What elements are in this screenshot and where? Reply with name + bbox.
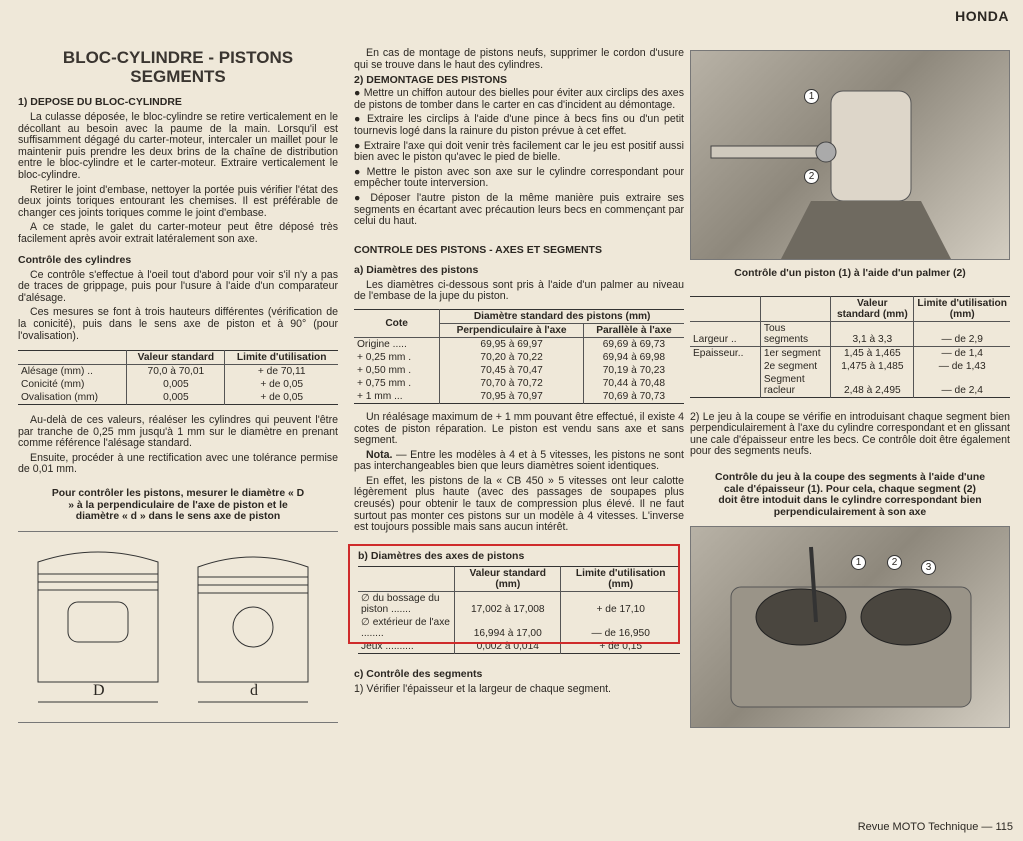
- subsection-heading: c) Contrôle des segments: [354, 667, 483, 680]
- paragraph: En effet, les pistons de la « CB 450 » 5 vitesses ont leur calotte légèrement plus haute (avec des passages de soupapes plus creusés) pour obtenir le taux de compression plus élevé. Il ne faut surtout pas monter ces pistons sur un modèle à 4 vitesses. L'inverse est toujours possible mais sans aucun intérêt.: [354, 474, 684, 534]
- table-row: ∅ du bossage du piston ....... 17,002 à 17,008 + de 17,10: [358, 591, 680, 616]
- palmer-photo-icon: [691, 51, 1009, 259]
- table-row: ∅ extérieur de l'axe ........ 16,994 à 17,00 — de 16,950: [358, 616, 680, 640]
- column-middle: [354, 0, 684, 698]
- callout-label: 2: [887, 555, 902, 570]
- bullet-item: ● Extraire les circlips à l'aide d'une pince à becs fins ou d'un petit tournevis logé dans la rainure du piston prévue à cet effet.: [354, 113, 684, 137]
- paragraph: Ces mesures se font à trois hauteurs différentes (vérification de la conicité), puis dans le sens axe de piston et à 90° (pour l'ovalisation).: [18, 306, 338, 342]
- bullet-item: ● Extraire l'axe qui doit venir très facilement car le jeu est positif aussi bien avec le piston qu'avec le pied de bielle.: [354, 139, 684, 164]
- paragraph: Les diamètres ci-dessous sont pris à l'aide d'un palmer au niveau de l'embase de la jupe du piston.: [354, 278, 684, 303]
- column-right: [690, 0, 1010, 728]
- paragraph: A ce stade, le galet du carter-moteur peut être déposé très facilement après avoir extrait latéralement son axe.: [18, 221, 338, 245]
- table-row: + 0,75 mm . 70,70 à 70,72 70,44 à 70,48: [354, 377, 684, 390]
- brand-header: HONDA: [955, 8, 1009, 24]
- callout-label: 2: [804, 169, 819, 184]
- paragraph: En cas de montage de pistons neufs, supprimer le cordon d'usure qui se trouve dans le haut des cylindres.: [354, 47, 684, 71]
- table-row: 2e segment 1,475 à 1,485 — de 1,43: [690, 360, 1010, 373]
- table-row: + 0,50 mm . 70,45 à 70,47 70,19 à 70,23: [354, 364, 684, 377]
- table-row: Origine ..... 69,95 à 69,97 69,69 à 69,73: [354, 337, 684, 351]
- paragraph: Ce contrôle s'effectue à l'oeil tout d'abord pour voir s'il n'y a pas de traces de grippage, puis pour l'usure à l'aide d'un comparateur d'alésage.: [18, 268, 338, 304]
- table-row: + 0,25 mm . 70,20 à 70,22 69,94 à 69,98: [354, 351, 684, 364]
- axes-section: [354, 544, 684, 654]
- table-header: Limite d'utilisation: [225, 351, 338, 365]
- axes-table: Valeur standard (mm) Limite d'utilisation (mm) ∅ du bossage du piston ....... 17,002 à 17,008 + de 17,10 ∅ extérieur de l'axe ........ 16,994 à 17,00 — de 16,950 Jeux .......... 0,002 à 0,014 + de 0,15: [358, 566, 680, 654]
- section-heading: 2) DEMONTAGE DES PISTONS: [354, 74, 508, 87]
- page-footer: Revue MOTO Technique — 115: [857, 821, 1013, 833]
- paragraph: 1) Vérifier l'épaisseur et la largeur de chaque segment.: [354, 682, 612, 695]
- bullet-item: ● Déposer l'autre piston de la même manière puis extraire ses segments en écartant avec précaution leurs becs en commençant par celui du haut.: [354, 191, 684, 228]
- callout-label: 1: [851, 555, 866, 570]
- column-left: [18, 0, 338, 723]
- paragraph: Au-delà de ces valeurs, réaléser les cylindres qui peuvent l'être par tranche de 0,25 mm jusqu'à 1 mm sur le diamètre en prenant comme référence l'alésage standard.: [18, 414, 338, 450]
- table-row: Alésage (mm) .. 70,0 à 70,01 + de 70,11: [18, 365, 338, 379]
- highlight-box: [348, 544, 680, 644]
- cylinder-table: [18, 350, 338, 405]
- table-row: Conicité (mm) 0,005 + de 0,05: [18, 378, 338, 391]
- table-row: Segment racleur 2,48 à 2,495 — de 2,4: [690, 373, 1010, 398]
- figure-caption: Pour contrôler les pistons, mesurer le diamètre « D » à la perpendiculaire de l'axe de piston et le diamètre « d » dans le sens axe de piston: [51, 488, 305, 523]
- table-row: Ovalisation (mm) 0,005 + de 0,05: [18, 391, 338, 405]
- subsection-heading: a) Diamètres des pistons: [354, 263, 479, 276]
- segment-photo: [690, 526, 1010, 728]
- paragraph: Ensuite, procéder à une rectification avec une tolérance permise de 0,01 mm.: [18, 451, 338, 476]
- nota-text: — Entre les modèles à 4 et à 5 vitesses, les pistons ne sont pas interchangeables bien que leurs diamètres soient identiques.: [354, 448, 684, 473]
- feeler-gauge-photo-icon: [691, 527, 1009, 727]
- piston-diameter-table: Cote Diamètre standard des pistons (mm) Perpendiculaire à l'axe Parallèle à l'axe Origine ..... 69,95 à 69,97 69,69 à 69,73 + 0,25 mm . 70,20 à 70,22 69,94 à 69,98 + 0,50 mm . 70,45 à 70,47 70,19 à 70,23 + 0,75 mm . 70,70 à 70,72 70,44 à 70,48 + 1 mm ... 70,95 à 70,97 70,69 à 70,73: [354, 309, 684, 404]
- dimension-label: D: [93, 681, 105, 699]
- piston-diagram-icon: [18, 532, 338, 722]
- paragraph: Retirer le joint d'embase, nettoyer la portée puis vérifier l'état des deux joints toriques entourant les chemises. Il est préférable de changer ces joints toriques comme le joint d'embase.: [18, 183, 338, 219]
- figure-caption: Contrôle du jeu à la coupe des segments à l'aide d'une cale d'épaisseur (1). Pour cela, chaque segment (2) doit être intoduit dans le cylindre correspondant bien perpendiculairement à son axe: [715, 471, 985, 518]
- table-row: Epaisseur.. 1er segment 1,45 à 1,465 — de 1,4: [690, 346, 1010, 360]
- dimension-label: d: [250, 681, 258, 699]
- callout-label: 3: [921, 560, 936, 575]
- paragraph: La culasse déposée, le bloc-cylindre se retire verticalement en le décollant au besoin avec la paume de la main. Lorsqu'il est suffisamment dégagé du carter-moteur, intercaler un maillet pour le maintenir puis prendre les deux brins de la chaîne de distribution entre le bloc-cylindre et le carter-moteur. Extraire verticalement le bloc-cylindre.: [18, 111, 338, 181]
- table-row: Largeur .. Tous segments 3,1 à 3,3 — de 2,9: [690, 321, 1010, 346]
- bullet-item: ● Mettre le piston avec son axe sur le cylindre correspondant pour empêcher toute interversion.: [354, 165, 684, 190]
- segments-table: Valeur standard (mm) Limite d'utilisation (mm) Largeur .. Tous segments 3,1 à 3,3 — de 2,9 Epaisseur.. 1er segment 1,45 à 1,465 — de 1,4 2e segment 1,475 à 1,485 — de 1,43 Segment racleur 2,48 à 2,495 — de 2,4: [690, 296, 1010, 398]
- bullet-item: ● Mettre un chiffon autour des bielles pour éviter aux circlips des axes de pistons de tomber dans le carter en cas d'incident au démontage.: [354, 87, 684, 111]
- nota-label: Nota.: [366, 448, 393, 461]
- paragraph: 2) Le jeu à la coupe se vérifie en introduisant chaque segment bien perpendiculairement à l'axe du cylindre correspondant et en glissant une cale d'épaisseur entre les becs. Ce contrôle doit être également pour des segments neufs.: [690, 410, 1010, 458]
- piston-drawing: [18, 531, 338, 723]
- section-heading: CONTROLE DES PISTONS - AXES ET SEGMENTS: [354, 243, 602, 256]
- callout-label: 1: [804, 89, 819, 104]
- paragraph: Un réalésage maximum de + 1 mm pouvant être effectué, il existe 4 cotes de piston réparation. Le piston est vendu sans axe et sans segment.: [354, 410, 684, 447]
- table-header: Valeur standard: [127, 351, 225, 365]
- section-heading: Contrôle des cylindres: [18, 253, 132, 266]
- figure-caption: Contrôle d'un piston (1) à l'aide d'un palmer (2): [734, 268, 966, 279]
- table-row: Jeux .......... 0,002 à 0,014 + de 0,15: [358, 640, 680, 654]
- page-title: BLOC-CYLINDRE - PISTONS SEGMENTS: [62, 48, 294, 86]
- piston-photo: [690, 50, 1010, 260]
- section-heading: 1) DEPOSE DU BLOC-CYLINDRE: [18, 96, 182, 108]
- table-row: + 1 mm ... 70,95 à 70,97 70,69 à 70,73: [354, 390, 684, 404]
- subsection-heading: b) Diamètres des axes de pistons: [358, 549, 525, 562]
